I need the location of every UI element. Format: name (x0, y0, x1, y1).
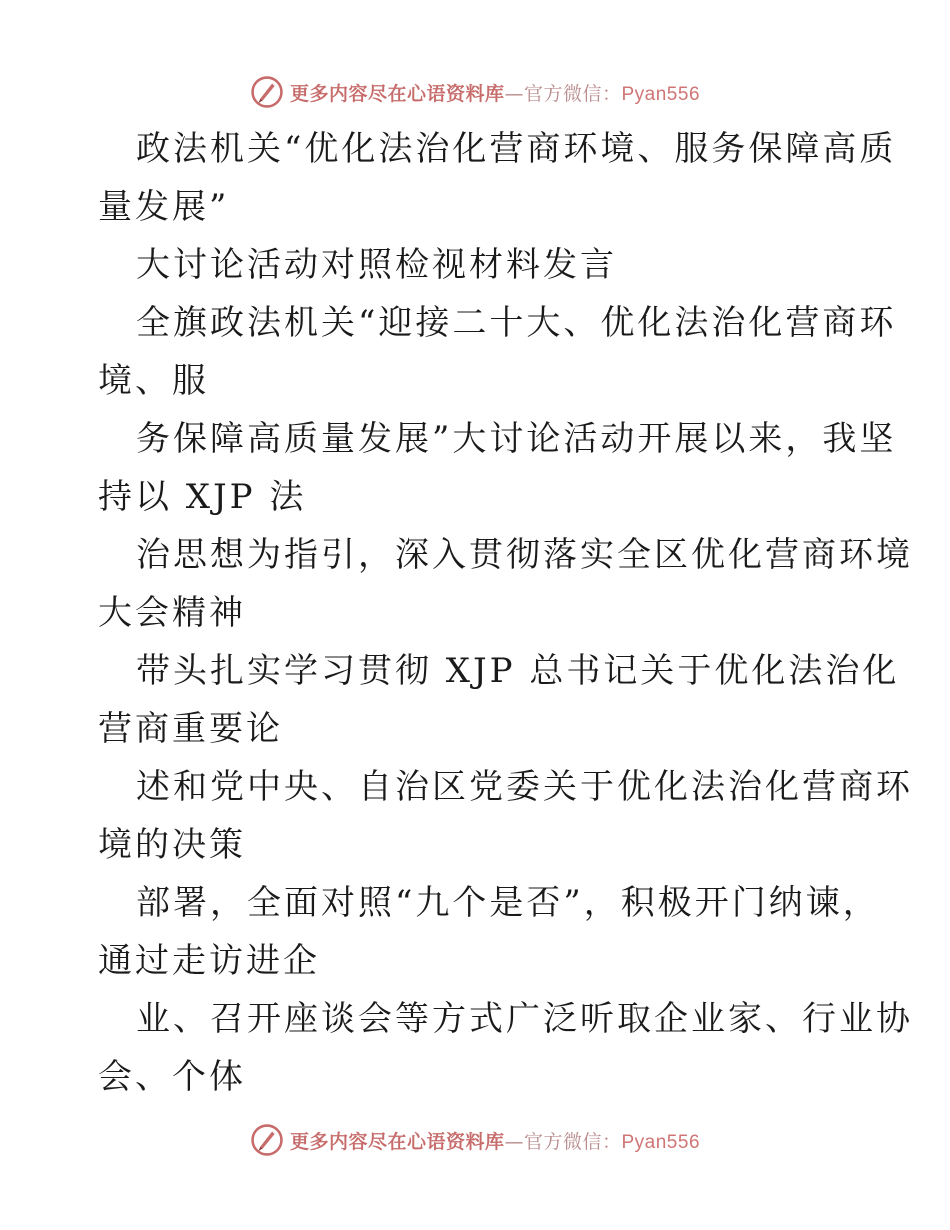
text-line: 持以 XJP 法 (98, 477, 307, 517)
text-line: 大讨论活动对照检视材料发言 (136, 245, 617, 285)
watermark-brand: 更多内容尽在心语资料库 (289, 1130, 505, 1153)
watermark-wechat-id: Pyan556 (621, 83, 701, 105)
watermark-text (290, 79, 700, 106)
text-line: 务保障高质量发展”大讨论活动开展以来，我坚 (136, 419, 897, 459)
watermark-wechat-label: 官方微信： (523, 82, 622, 105)
watermark-brand: 更多内容尽在心语资料库 (289, 82, 505, 105)
footer-watermark (0, 1118, 950, 1162)
watermark-separator: — (504, 82, 524, 105)
quill-pen-logo-icon (250, 1123, 284, 1157)
watermark-separator: — (504, 1130, 524, 1153)
text-line: 会、个体 (98, 1057, 246, 1097)
text-line: 全旗政法机关“迎接二十大、优化法治化营商环 (136, 303, 897, 343)
watermark-text (290, 1127, 700, 1154)
text-line: 通过走访进企 (98, 941, 320, 981)
text-line: 境的决策 (98, 825, 246, 865)
watermark-wechat-id: Pyan556 (621, 1131, 701, 1153)
header-watermark (0, 70, 950, 114)
text-line: 部署，全面对照“九个是否”，积极开门纳谏， (136, 883, 880, 923)
text-line: 营商重要论 (98, 709, 283, 749)
text-line: 业、召开座谈会等方式广泛听取企业家、行业协 (136, 999, 913, 1039)
document-body (98, 120, 913, 1106)
text-line: 带头扎实学习贯彻 XJP 总书记关于优化法治化 (136, 651, 900, 691)
text-line: 治思想为指引，深入贯彻落实全区优化营商环境 (136, 535, 913, 575)
text-line: 政法机关“优化法治化营商环境、服务保障高质 (136, 129, 897, 169)
quill-pen-logo-icon (250, 75, 284, 109)
text-line: 述和党中央、自治区党委关于优化法治化营商环 (136, 767, 913, 807)
text-line: 大会精神 (98, 593, 246, 633)
watermark-wechat-label: 官方微信： (523, 1130, 622, 1153)
text-line: 境、服 (98, 361, 209, 401)
text-line: 量发展” (98, 187, 230, 227)
